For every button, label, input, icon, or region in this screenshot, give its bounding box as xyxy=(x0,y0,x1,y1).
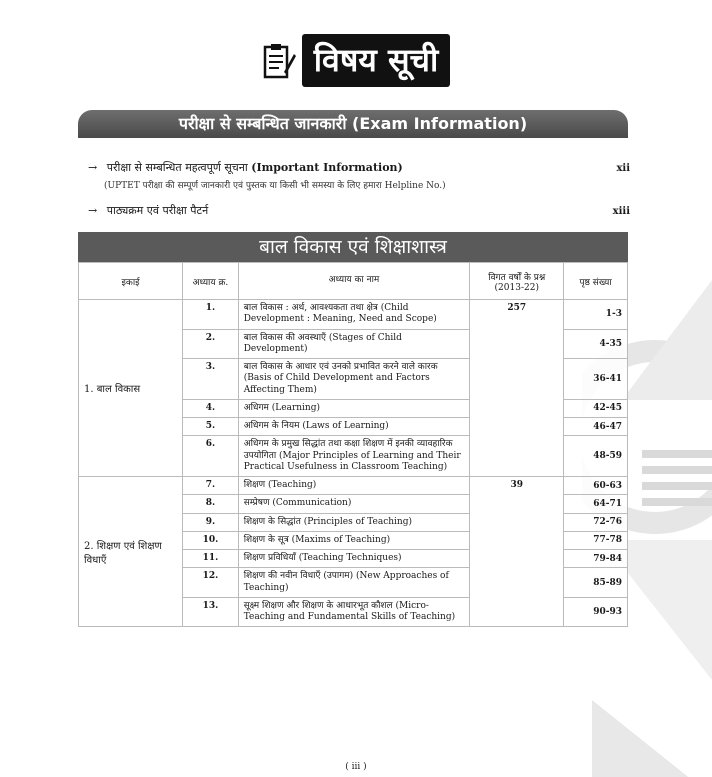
page-title: विषय सूची xyxy=(302,34,451,87)
chapter-page: 4-35 xyxy=(564,329,628,359)
chapter-name: सम्प्रेषण (Communication) xyxy=(238,495,470,513)
header-unit: इकाई xyxy=(79,263,183,300)
contents-table xyxy=(78,262,628,627)
unit-question-count: 39 xyxy=(470,477,564,627)
decorative-triangle xyxy=(622,280,712,400)
header-page-no: पृष्ठ संख्या xyxy=(564,263,628,300)
chapter-no: 8. xyxy=(183,495,239,513)
info-item-important xyxy=(88,160,638,191)
table-row xyxy=(79,300,628,330)
decorative-stripe xyxy=(642,498,712,506)
info-label: पाठ्यक्रम एवं परीक्षा पैटर्न xyxy=(106,204,209,217)
chapter-page: 46-47 xyxy=(564,418,628,436)
info-subtext: (UPTET परीक्षा की सम्पूर्ण जानकारी एवं पुस्तक या किसी भी समस्या के लिए हमारा Helpline No.) xyxy=(104,181,446,191)
section-heading-child-development: बाल विकास एवं शिक्षाशास्त्र xyxy=(78,232,628,262)
chapter-name: शिक्षण के सूत्र (Maxims of Teaching) xyxy=(238,531,470,549)
info-label-en: (Important Information) xyxy=(251,161,403,174)
section-heading-exam-info: परीक्षा से सम्बन्धित जानकारी (Exam Information) xyxy=(78,110,628,138)
title-box xyxy=(262,34,451,87)
chapter-page: 48-59 xyxy=(564,436,628,477)
table-header-row xyxy=(79,263,628,300)
chapter-name: शिक्षण प्रविधियाँ (Teaching Techniques) xyxy=(238,550,470,568)
chapter-no: 10. xyxy=(183,531,239,549)
header-previous-questions: विगत वर्षों के प्रश्न (2013-22) xyxy=(470,263,564,300)
chapter-name: सूक्ष्म शिक्षण और शिक्षण के आधारभूत कौशल (Micro-Teaching and Fundamental Skills of Teaching) xyxy=(238,597,470,627)
chapter-no: 13. xyxy=(183,597,239,627)
chapter-no: 5. xyxy=(183,418,239,436)
chapter-no: 2. xyxy=(183,329,239,359)
chapter-name: अधिगम के नियम (Laws of Learning) xyxy=(238,418,470,436)
chapter-page: 64-71 xyxy=(564,495,628,513)
chapter-no: 11. xyxy=(183,550,239,568)
unit-question-count: 257 xyxy=(470,300,564,477)
info-item-syllabus xyxy=(88,203,638,218)
header-chapter-name: अध्याय का नाम xyxy=(238,263,470,300)
chapter-name: शिक्षण के सिद्धांत (Principles of Teaching) xyxy=(238,513,470,531)
arrow-icon: → xyxy=(88,204,98,217)
unit-name: 1. बाल विकास xyxy=(79,300,183,477)
chapter-page: 36-41 xyxy=(564,359,628,400)
chapter-page: 85-89 xyxy=(564,568,628,598)
page-number: ( iii ) xyxy=(345,762,367,772)
header-chapter-no: अध्याय क्र. xyxy=(183,263,239,300)
decorative-stripe xyxy=(642,450,712,458)
chapter-no: 1. xyxy=(183,300,239,330)
chapter-name: शिक्षण की नवीन विधाएँ (उपागम) (New Approaches of Teaching) xyxy=(238,568,470,598)
chapter-name: अधिगम (Learning) xyxy=(238,399,470,417)
table-row xyxy=(79,477,628,495)
chapter-no: 9. xyxy=(183,513,239,531)
chapter-name: बाल विकास : अर्थ, आवश्यकता तथा क्षेत्र (Child Development : Meaning, Need and Scope) xyxy=(238,300,470,330)
page-header xyxy=(0,34,712,87)
chapter-page: 60-63 xyxy=(564,477,628,495)
chapter-page: 90-93 xyxy=(564,597,628,627)
decorative-stripe xyxy=(642,466,712,474)
chapter-page: 1-3 xyxy=(564,300,628,330)
chapter-page: 72-76 xyxy=(564,513,628,531)
info-label: परीक्षा से सम्बन्धित महत्वपूर्ण सूचना xyxy=(106,161,248,174)
chapter-no: 3. xyxy=(183,359,239,400)
chapter-page: 79-84 xyxy=(564,550,628,568)
chapter-name: शिक्षण (Teaching) xyxy=(238,477,470,495)
chapter-name: अधिगम के प्रमुख सिद्धांत तथा कक्षा शिक्षण में इनकी व्यावहारिक उपयोगिता (Major Principles of Learning and Their Practical Usefulness in Classroom Teaching) xyxy=(238,436,470,477)
info-page: xii xyxy=(616,163,630,174)
chapter-name: बाल विकास के आधार एवं उनको प्रभावित करने वाले कारक (Basis of Child Development and Factors Affecting Them) xyxy=(238,359,470,400)
unit-name: 2. शिक्षण एवं शिक्षण विधाएँ xyxy=(79,477,183,627)
arrow-icon: → xyxy=(88,161,98,174)
chapter-page: 77-78 xyxy=(564,531,628,549)
chapter-no: 12. xyxy=(183,568,239,598)
chapter-no: 4. xyxy=(183,399,239,417)
info-page: xiii xyxy=(612,206,630,217)
chapter-no: 6. xyxy=(183,436,239,477)
chapter-name: बाल विकास की अवस्थाएँ (Stages of Child Development) xyxy=(238,329,470,359)
chapter-page: 42-45 xyxy=(564,399,628,417)
chapter-no: 7. xyxy=(183,477,239,495)
checklist-icon xyxy=(262,42,296,80)
decorative-stripe xyxy=(642,482,712,490)
